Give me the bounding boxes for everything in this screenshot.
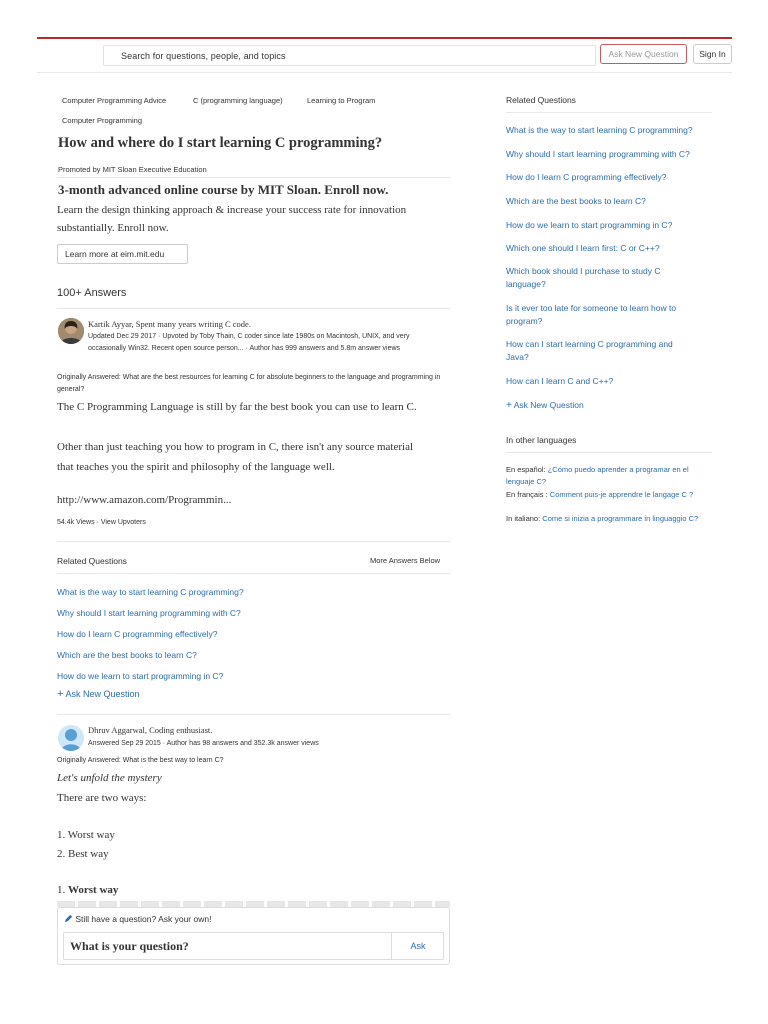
- topic-link[interactable]: Computer Programming: [62, 116, 143, 125]
- related-questions-title: Related Questions: [57, 556, 127, 566]
- topic-link[interactable]: Learning to Program: [307, 96, 376, 105]
- ad-title[interactable]: 3-month advanced online course by MIT Sloan. Enroll now.: [58, 182, 389, 197]
- header-divider: [37, 72, 732, 73]
- ask-new-question-button[interactable]: Ask New Question: [600, 44, 687, 64]
- related-question-link[interactable]: Why should I start learning programming with C?: [57, 608, 241, 618]
- question-title: How and where do I start learning C programming?: [58, 135, 383, 151]
- language-link[interactable]: [506, 464, 711, 488]
- avatar[interactable]: [58, 318, 84, 344]
- sidebar-question-link[interactable]: How can I learn C and C++?: [506, 376, 614, 386]
- answer-stats[interactable]: 54.4k Views · View Upvoters: [57, 519, 146, 526]
- other-languages-title: In other languages: [506, 435, 577, 445]
- sidebar-question-link[interactable]: How do I learn C programming effectively?: [506, 172, 667, 182]
- heading-text: Worst way: [68, 884, 119, 896]
- list-item: 1. Worst way: [57, 829, 115, 841]
- answer-author[interactable]: Dhruv Aggarwal, Coding enthusiast.: [88, 725, 213, 735]
- avatar[interactable]: [58, 725, 84, 751]
- default-avatar-icon: [58, 725, 84, 751]
- answer-meta: Answered Sep 29 2015 · Author has 98 answers and 352.3k answer views: [88, 740, 319, 747]
- ask-label: Ask New Question: [65, 689, 140, 699]
- brand-bar: [37, 37, 732, 39]
- related-question-link[interactable]: How do we learn to start programming in C?: [57, 671, 224, 681]
- sidebar-question-link[interactable]: How do we learn to start programming in C?: [506, 220, 673, 230]
- ad-description: Learn the design thinking approach & increase your success rate for innovation substantially. Enroll now.: [57, 204, 407, 234]
- sidebar-question-link[interactable]: How can I start learning C programming and Java?: [506, 339, 673, 362]
- sidebar-question-link[interactable]: Why should I start learning programming with C?: [506, 149, 690, 159]
- language-link[interactable]: [506, 513, 711, 525]
- sidebar-question-link[interactable]: What is the way to start learning C programming?: [506, 125, 693, 135]
- answer-heading: [57, 884, 118, 896]
- sidebar-ask-link[interactable]: [506, 399, 711, 412]
- original-question[interactable]: Originally Answered: What is the best way to learn C?: [57, 757, 224, 764]
- question-input-placeholder: What is your question?: [70, 939, 189, 953]
- sidebar-question-link[interactable]: Which book should I purchase to study C language?: [506, 266, 661, 289]
- ask-prompt: [64, 914, 211, 924]
- answer-author[interactable]: Kartik Ayyar, Spent many years writing C code.: [88, 319, 251, 329]
- language-question[interactable]: Come si inizia a programmare in linguaggio C?: [542, 514, 699, 523]
- ask-label: Ask New Question: [513, 400, 584, 410]
- answer-paragraph: Other than just teaching you how to program in C, there isn't any source material that teaches you the spirit and philosophy of the language well.: [57, 441, 414, 473]
- divider: [57, 308, 450, 309]
- person-avatar-icon: [58, 318, 84, 344]
- language-prefix: In italiano:: [506, 514, 543, 523]
- divider: [57, 573, 450, 574]
- pencil-icon: [64, 914, 73, 923]
- language-prefix: En español:: [506, 465, 548, 474]
- divider: [57, 714, 450, 715]
- language-question[interactable]: Comment puis-je apprendre le langage C ?: [549, 490, 694, 499]
- heading-number: 1.: [57, 884, 66, 896]
- answers-count: 100+ Answers: [57, 287, 127, 299]
- plus-icon: +: [57, 688, 64, 700]
- divider: [57, 177, 450, 178]
- divider: [506, 452, 712, 453]
- learn-more-button[interactable]: Learn more at eim.mit.edu: [57, 244, 188, 264]
- answer-meta: Updated Dec 29 2017 · Upvoted by Toby Thain, C coder since late 1980s on Macintosh, UNIX, and very occasionally Win32. Recent open source person... · Author has 999 answers and 5.8m answer views: [88, 333, 410, 352]
- answer-italic-line: Let's unfold the mystery: [57, 772, 162, 784]
- more-answers-below: More Answers Below: [370, 556, 441, 565]
- answer-paragraph: There are two ways:: [57, 792, 147, 804]
- ask-question-box: [57, 907, 450, 965]
- divider: [506, 112, 712, 113]
- related-question-link[interactable]: How do I learn C programming effectively?: [57, 629, 218, 639]
- language-link[interactable]: [506, 489, 711, 501]
- original-question[interactable]: Originally Answered: What are the best resources for learning C for absolute beginners to the language and programming in general?: [57, 374, 441, 393]
- sign-in-button[interactable]: Sign In: [693, 44, 732, 64]
- answer-paragraph: The C Programming Language is still by far the best book you can use to learn C.: [57, 401, 417, 413]
- question-input[interactable]: [63, 932, 444, 960]
- divider: [57, 541, 450, 542]
- ask-button[interactable]: Ask: [410, 941, 426, 951]
- list-item: 2. Best way: [57, 848, 109, 860]
- topic-link[interactable]: Computer Programming Advice: [62, 96, 167, 105]
- promoted-label[interactable]: Promoted by MIT Sloan Executive Education: [58, 165, 207, 174]
- topic-link[interactable]: C (programming language): [193, 96, 283, 105]
- related-question-link[interactable]: Which are the best books to learn C?: [57, 650, 197, 660]
- sidebar-question-link[interactable]: Which one should I learn first: C or C++?: [506, 243, 660, 253]
- language-question[interactable]: ¿Cómo puedo aprender a programar en el lenguaje C?: [506, 465, 689, 486]
- ask-new-question-link[interactable]: [57, 688, 139, 700]
- language-prefix: En français :: [506, 490, 550, 499]
- search-input[interactable]: Search for questions, people, and topics: [103, 45, 596, 66]
- related-question-link[interactable]: What is the way to start learning C programming?: [57, 587, 244, 597]
- sidebar-question-link[interactable]: Which are the best books to learn C?: [506, 196, 646, 206]
- ask-prompt-text: Still have a question? Ask your own!: [75, 914, 212, 924]
- sidebar-title: Related Questions: [506, 95, 576, 105]
- plus-icon: +: [506, 400, 512, 411]
- sidebar-question-link[interactable]: Is it ever too late for someone to learn how to program?: [506, 303, 677, 326]
- amazon-link[interactable]: http://www.amazon.com/Programmin...: [57, 494, 232, 506]
